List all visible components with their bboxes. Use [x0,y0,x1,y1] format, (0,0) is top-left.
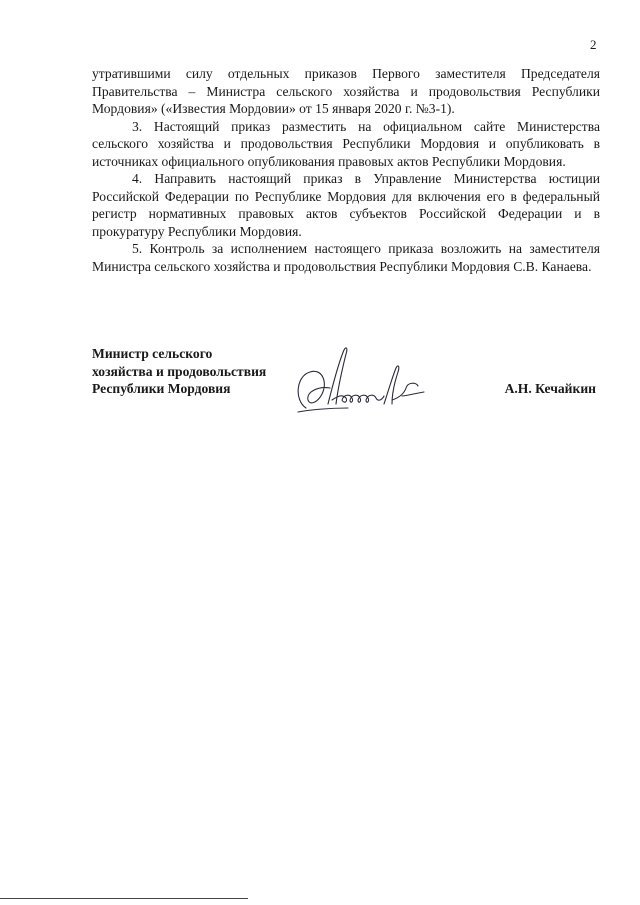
signer-position [92,345,292,398]
signer-position-line: Министр сельского [92,346,213,361]
paragraph-item-3: 3. Настоящий приказ разместить на официальном сайте Министерства сельского хозяйства и продовольствия Республики Мордовия и опубликовать в источниках официального опубликования правовых актов Республики Мордовия. [92,118,600,169]
footer-divider [0,898,248,899]
paragraph-item-5: 5. Контроль за исполнением настоящего приказа возложить на заместителя Министра сельского хозяйства и продовольствия Республики Мордовия С.В. Канаева. [92,241,600,274]
paragraph-continuation: утратившими силу отдельных приказов Первого заместителя Председателя Правительства – Министра сельского хозяйства и продовольствия Республики Мордовия» («Известия Мордовии» от 15 января 2020 г. №3-1). [92,66,600,116]
signer-position-line: хозяйства и продовольствия [92,363,267,379]
handwritten-signature [288,342,428,422]
document-body [92,65,600,275]
signer-position-line: Республики Мордовия [92,381,231,396]
signer-name: А.Н. Кечайкин [504,381,596,396]
page-number: 2 [590,37,597,52]
paragraph-item-4: 4. Направить настоящий приказ в Управление Министерства юстиции Российской Федерации по Республике Мордовия для включения его в федеральный регистр нормативных правовых актов субъектов Российской Федерации и в прокуратуру Республики Мордовия. [92,171,600,239]
